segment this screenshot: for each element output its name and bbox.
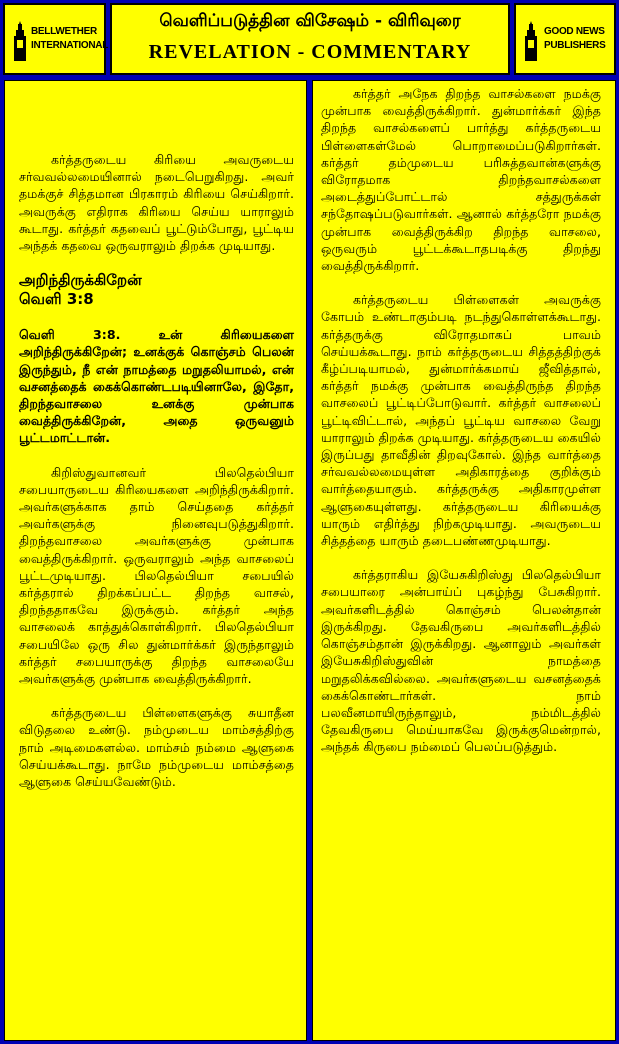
good-news-logo-text — [544, 25, 605, 53]
publisher-tower-icon — [522, 21, 540, 61]
paragraph: கர்த்தருடைய கிரியை அவருடைய சர்வவல்லமையினால் நடைபெறுகிறது. அவர் தமக்குச் சித்தமான பிரகாரம் கிரியை செய்கிறார். அவருக்கு எதிராக கிரியை செய்ய யாராலும் கூடாது. கர்த்தர் கதவைப் பூட்டும்போது, பூட்டிய அந்தக் கதவை ஒருவராலும் திறக்க முடியாது. — [19, 152, 294, 254]
good-news-logo-box — [514, 3, 616, 75]
right-column — [312, 80, 616, 1041]
bellwether-logo — [11, 17, 109, 65]
section-heading — [19, 271, 294, 309]
paragraph: கர்த்தருடைய பிள்ளைகளுக்கு சுயாதீன விடுதலை உண்டு. நம்முடைய மாம்சத்திற்கு நாம் அடிமைகளல்ல. மாம்சம் நம்மை ஆளுகை செய்யக்கூடாது. நாமே நம்முடைய மாம்சத்தை ஆளுகை செய்யவேண்டும். — [19, 705, 294, 790]
paragraph: கர்த்தர் அநேக திறந்த வாசல்களை நமக்கு முன்பாக வைத்திருக்கிறார். துன்மார்க்கர் இந்த திறந்த வாசல்களைப் பார்த்து கர்த்தருடைய பிள்ளைகள்மேல் பொறாமைப்படுகிறார்கள். கர்த்தர் தம்முடைய பரிசுத்தவான்களுக்கு விரோதமாக திறந்தவாசல்களை அடைத்துப்போட்டால் சத்துருக்கள் சந்தோஷப்படுவார்கள். ஆனால் கர்த்தரோ நமக்கு முன்பாக வைத்திருக்கிற திறந்த வாசலை, ஒருவரும் பூட்டக்கூடாதபடிக்கு திறந்து வைத்திருக்கிறார். — [321, 86, 601, 274]
heading-title: அறிந்திருக்கிறேன் — [19, 271, 142, 290]
paragraph: கர்த்தருடைய பிள்ளைகள் அவருக்கு கோபம் உண்டாகும்படி நடந்துகொள்ளக்கூடாது. கர்த்தருக்கு விரோதமாகப் பாவம் செய்யக்கூடாது. நாம் கர்த்தருடைய சித்தத்திற்குக் கீழ்ப்படியாமல், துன்மார்க்கமாய் ஜீவித்தால், கர்த்தர் நமக்கு முன்பாக வைத்திருந்த திறந்த வாசலைப் பூட்டிப்போடுவார். கர்த்தர் வாசலைப் பூட்டிவிட்டால், அந்தப் பூட்டிய வாசலை வேறு யாராலும் திறக்க முடியாது. கர்த்தருடைய கையில் இருப்பது தாவீதின் திறவுகோல். இந்த வார்த்தை சர்வவல்லமையுள்ள அதிகாரத்தை குறிக்கும் வார்த்தையாகும். கர்த்தருக்கு அதிகாரமுள்ள ஆளுகையுள்ளது. கர்த்தருடைய கிரியைக்கு யாரும் எதிர்த்து நிற்கமுடியாது. அவருடைய சித்தத்தை யாரும் தடைபண்ணமுடியாது. — [321, 292, 601, 549]
heading-reference: வெளி 3:8 — [19, 290, 94, 309]
page-header — [110, 3, 510, 75]
logo-line-1: BELLWETHER — [31, 26, 97, 37]
paragraph: கிறிஸ்துவானவர் பிலதெல்பியா சபையாருடைய கிரியைகளை அறிந்திருக்கிறார். அவர்களுக்காக தாம் செய்ததை கர்த்தர் அவர்களுக்கு நினைவுபடுத்துகிறார். திறந்தவாசலை அவர்களுக்கு முன்பாக வைத்திருக்கிறார். ஒருவராலும் அந்த வாசலைப் பூட்டமுடியாது. பிலதெல்பியா சபையில் கர்த்தரால் திறக்கப்பட்ட திறந்த வாசல், திறந்ததாகவே இருக்கும். கர்த்தர் அந்த வாசலைக் காத்துக்கொள்கிறார். பிலதெல்பியா சபையிலே ஒரு சில துன்மார்க்கர் இருந்தாலும் கர்த்தர் சபையாருக்கு திறந்த வாசலையே அவர்களுக்கு முன்பாக வைத்திருக்கிறார். — [19, 464, 294, 687]
logo-line-1: GOOD NEWS — [544, 26, 605, 37]
bell-tower-icon — [11, 21, 29, 61]
bellwether-logo-text — [31, 25, 108, 53]
title-tamil: வெளிப்படுத்தின விசேஷம் - விரிவுரை — [159, 11, 461, 31]
left-column — [4, 80, 307, 1041]
logo-line-2: PUBLISHERS — [544, 40, 606, 51]
bible-verse: வெளி 3:8. உன் கிரியைகளை அறிந்திருக்கிறேன்; உனக்குக் கொஞ்சம் பெலன் இருந்தும், நீ என் நாமத்தை மறுதலியாமல், என் வசனத்தைக் கைக்கொண்டபடியினாலே, இதோ, திறந்தவாசலை உனக்கு முன்பாக வைத்திருக்கிறேன், அதை ஒருவனும் பூட்டமாட்டான். — [19, 327, 294, 446]
paragraph: கர்த்தராகிய இயேசுகிறிஸ்து பிலதெல்பியா சபையாரை அன்பாய்ப் புகழ்ந்து பேசுகிறார். அவர்களிடத்தில் கொஞ்சம் பெலன்தான் இருக்கிறது. தேவகிருபை அவர்களிடத்தில் கொஞ்சம்தான் இருக்கிறது. ஆனாலும் அவர்கள் இயேசுகிறிஸ்துவின் நாமத்தை மறுதலிக்கவில்லை. அவர்களுடைய வசனத்தைக் கைக்கொண்டார்கள். நாம் பலவீனமாயிருந்தாலும், நம்மிடத்தில் தேவகிருபை மெய்யாகவே இருக்குமென்றால், அந்தக் கிருபை நம்மைப் பெலப்படுத்தும். — [321, 567, 601, 755]
bellwether-logo-box — [3, 3, 109, 75]
title-english: REVELATION - COMMENTARY — [148, 41, 472, 63]
logo-line-2: INTERNATIONAL — [31, 40, 109, 51]
good-news-logo — [522, 17, 612, 65]
